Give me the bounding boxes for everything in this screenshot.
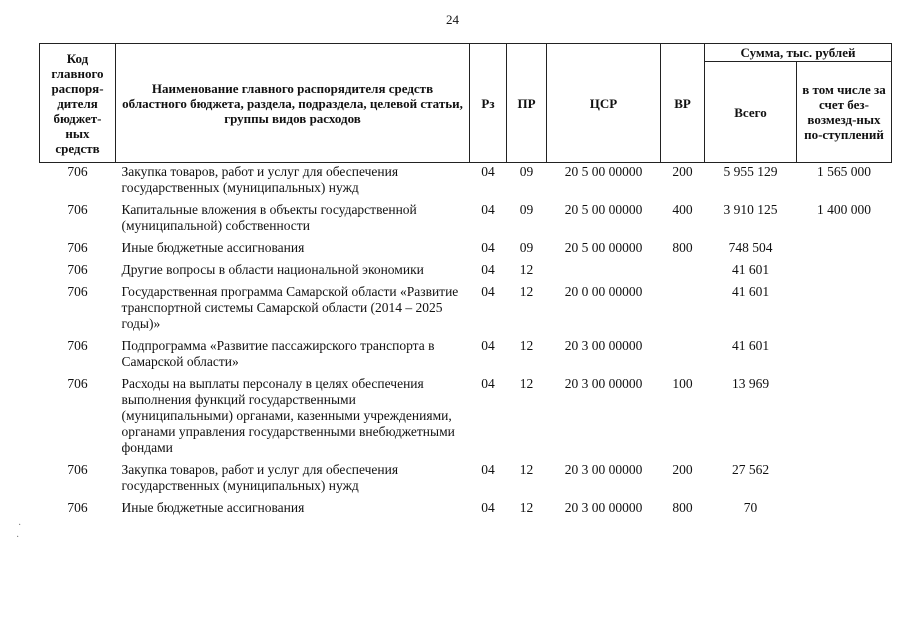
- cell-total: 748 504: [728, 240, 773, 255]
- cell-name: Государственная программа Самарской области «Развитие транспортной системы Самарской области (2014 – 2025 годы)»: [121, 284, 459, 331]
- cell-code: 706: [67, 338, 88, 353]
- table-row: [40, 261, 892, 283]
- cell-name: Закупка товаров, работ и услуг для обеспечения государственных (муниципальных) нужд: [121, 462, 399, 493]
- cell-csr: 20 5 00 00000: [564, 164, 643, 179]
- header-sum: Сумма, тыс. рублей: [705, 44, 892, 62]
- table-row: [40, 461, 892, 499]
- cell-code: 706: [67, 462, 88, 477]
- cell-incl: 1 400 000: [817, 202, 871, 217]
- cell-pr: 12: [519, 262, 534, 277]
- cell-rz: 04: [481, 338, 495, 353]
- cell-name: Иные бюджетные ассигнования: [121, 500, 305, 515]
- cell-pr: 09: [519, 240, 534, 255]
- table-body: [40, 163, 892, 522]
- cell-name: Капитальные вложения в объекты государственной (муниципальной) собственности: [121, 202, 417, 233]
- cell-total: 3 910 125: [723, 202, 778, 217]
- header-csr: ЦСР: [547, 44, 661, 163]
- cell-total: 27 562: [731, 462, 770, 477]
- cell-incl: [797, 461, 892, 499]
- cell-total: 41 601: [731, 262, 770, 277]
- header-pr: ПР: [507, 44, 547, 163]
- cell-csr: 20 3 00 00000: [564, 376, 643, 391]
- cell-incl: 1 565 000: [817, 164, 871, 179]
- cell-vr: 400: [672, 202, 693, 217]
- scan-speck: ·: [16, 532, 20, 543]
- table-row: [40, 499, 892, 521]
- cell-total: 41 601: [731, 284, 770, 299]
- cell-total: 41 601: [731, 338, 770, 353]
- cell-vr: 100: [672, 376, 693, 391]
- cell-csr: 20 5 00 00000: [564, 202, 643, 217]
- cell-rz: 04: [481, 462, 495, 477]
- table-header: [40, 44, 892, 163]
- cell-code: 706: [67, 500, 88, 515]
- cell-code: 706: [67, 240, 88, 255]
- table-row: [40, 163, 892, 202]
- cell-vr: [661, 261, 705, 283]
- cell-name: Иные бюджетные ассигнования: [121, 240, 305, 255]
- cell-pr: 12: [519, 500, 534, 515]
- page-number: 24: [446, 12, 459, 27]
- table-row: [40, 375, 892, 461]
- cell-code: 706: [67, 262, 88, 277]
- cell-vr: [661, 283, 705, 337]
- cell-name: Другие вопросы в области национальной экономики: [121, 262, 424, 277]
- cell-total: 13 969: [731, 376, 770, 391]
- cell-csr: 20 0 00 00000: [564, 284, 643, 299]
- cell-incl: [797, 283, 892, 337]
- cell-rz: 04: [481, 376, 495, 391]
- cell-rz: 04: [481, 500, 495, 515]
- cell-csr: 20 3 00 00000: [564, 462, 643, 477]
- cell-name: Расходы на выплаты персоналу в целях обеспечения выполнения функций государственными (муниципальными) органами, казенными учреждениями, органами управления государственными внебюджетными фондами: [121, 376, 455, 455]
- cell-code: 706: [67, 164, 88, 179]
- cell-vr: 200: [672, 164, 693, 179]
- scan-speck: ·: [18, 520, 22, 531]
- header-code: Код главного распоря-дителя бюджет-ных средств: [40, 44, 116, 163]
- cell-incl: [797, 239, 892, 261]
- table-row: [40, 283, 892, 337]
- header-total: Всего: [705, 62, 797, 163]
- cell-code: 706: [67, 284, 88, 299]
- cell-vr: 800: [672, 240, 693, 255]
- header-vr: ВР: [661, 44, 705, 163]
- cell-pr: 12: [519, 338, 534, 353]
- cell-csr: [547, 261, 661, 283]
- header-rz: Рз: [470, 44, 507, 163]
- cell-pr: 09: [519, 164, 534, 179]
- cell-csr: 20 5 00 00000: [564, 240, 643, 255]
- cell-total: 70: [743, 500, 758, 515]
- table-row: [40, 239, 892, 261]
- header-incl: в том числе за счет без-возмезд-ных по-ступлений: [797, 62, 892, 163]
- cell-pr: 12: [519, 284, 534, 299]
- cell-rz: 04: [481, 164, 495, 179]
- cell-incl: [797, 261, 892, 283]
- cell-rz: 04: [481, 202, 495, 217]
- cell-csr: 20 3 00 00000: [564, 338, 643, 353]
- cell-pr: 12: [519, 462, 534, 477]
- cell-incl: [797, 337, 892, 375]
- cell-vr: [661, 337, 705, 375]
- cell-rz: 04: [481, 262, 495, 277]
- cell-csr: 20 3 00 00000: [564, 500, 643, 515]
- cell-incl: [797, 499, 892, 521]
- cell-total: 5 955 129: [723, 164, 778, 179]
- cell-pr: 12: [519, 376, 534, 391]
- cell-vr: 200: [672, 462, 693, 477]
- cell-code: 706: [67, 202, 88, 217]
- table-row: [40, 201, 892, 239]
- header-name: Наименование главного распорядителя средств областного бюджета, раздела, подраздела, целевой статьи, группы видов расходов: [116, 44, 470, 163]
- cell-name: Подпрограмма «Развитие пассажирского транспорта в Самарской области»: [121, 338, 435, 369]
- cell-vr: 800: [672, 500, 693, 515]
- cell-name: Закупка товаров, работ и услуг для обеспечения государственных (муниципальных) нужд: [121, 164, 399, 195]
- cell-rz: 04: [481, 284, 495, 299]
- budget-table: [39, 43, 892, 521]
- cell-rz: 04: [481, 240, 495, 255]
- table-row: [40, 337, 892, 375]
- cell-incl: [797, 375, 892, 461]
- cell-pr: 09: [519, 202, 534, 217]
- cell-code: 706: [67, 376, 88, 391]
